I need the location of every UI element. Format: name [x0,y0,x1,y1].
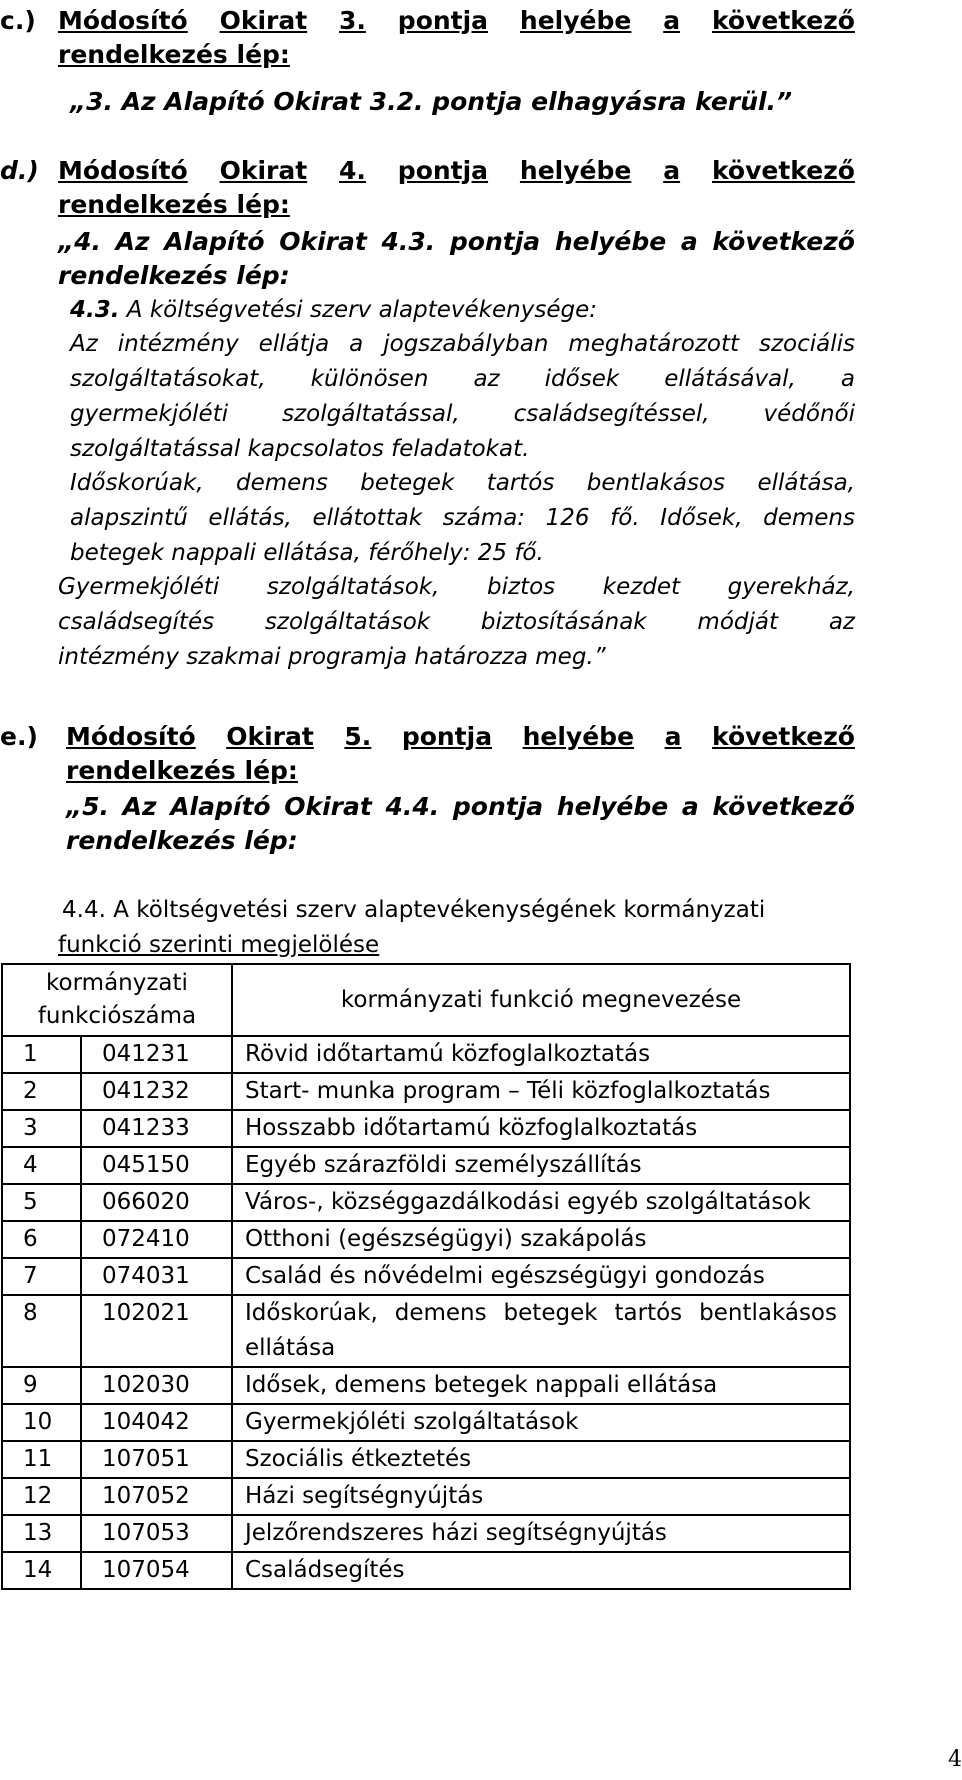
paragraph-line: Időskorúak, demens betegek tartós bentlakásos ellátása, [70,470,855,496]
function-code: 041231 [81,1036,232,1073]
table-row [2,1515,850,1552]
row-number: 13 [2,1515,81,1552]
subheading-word: pontja [452,792,544,821]
item-4-4-line2: funkció szerinti megjelölése [58,932,380,958]
heading-word: pontja [397,156,489,185]
table-row [2,1221,850,1258]
row-number: 3 [2,1110,81,1147]
function-name: Időskorúak, demens betegek tartós bentlakásos ellátása [232,1295,850,1367]
heading-word: Okirat [226,722,314,751]
function-code: 102021 [81,1295,232,1367]
function-name: Város-, községgazdálkodási egyéb szolgáltatások [232,1184,850,1221]
section-d-subheading-line1 [58,225,855,259]
section-e-marker: e.) [0,722,38,751]
row-number: 12 [2,1478,81,1515]
item-4-3-title: A költségvetési szerv alaptevékenysége: [119,297,597,323]
function-code: 102030 [81,1367,232,1404]
heading-word: a [663,156,681,185]
function-name: Hosszabb időtartamú közfoglalkoztatás [232,1110,850,1147]
item-4-3-number: 4.3. [70,297,120,323]
function-code: 107054 [81,1552,232,1589]
subheading-word: Az [122,792,157,821]
table-header-name: kormányzati funkció megnevezése [232,964,850,1036]
function-name: Rövid időtartamú közfoglalkoztatás [232,1036,850,1073]
heading-word: következő [711,156,855,185]
subheading-word: 4.4. [385,792,440,821]
item-4-3-paragraph-1 [70,327,855,467]
function-name: Start- munka program – Téli közfoglalkoztatás [232,1073,850,1110]
table-row [2,1404,850,1441]
subheading-word: 4.3. [381,227,436,256]
table-header-code [2,964,232,1036]
section-e-subheading-line1 [66,790,855,824]
heading-word: Módosító [66,722,196,751]
section-c-quote: „3. Az Alapító Okirat 3.2. pontja elhagyásra kerül.” [70,87,793,116]
function-name: Családsegítés [232,1552,850,1589]
subheading-word: következő [712,792,855,821]
section-e-subheading-line2: rendelkezés lép: [66,826,298,855]
heading-word: Okirat [219,156,308,185]
function-code: 074031 [81,1258,232,1295]
table-row [2,1441,850,1478]
table-row [2,1184,850,1221]
paragraph-line: Gyermekjóléti szolgáltatások, biztos kezdet gyerekház, [58,574,855,600]
heading-word: a [663,6,681,35]
item-4-3-heading [70,293,597,328]
heading-word: helyébe [519,156,632,185]
row-number: 8 [2,1295,81,1367]
paragraph-line: szolgáltatással kapcsolatos feladatokat. [70,436,530,462]
subheading-word: Okirat [279,227,367,256]
row-number: 4 [2,1147,81,1184]
table-row [2,1036,850,1073]
heading-word: Módosító [58,6,188,35]
subheading-word: „5. [66,792,109,821]
paragraph-line: betegek nappali ellátása, férőhely: 25 fő. [70,540,544,566]
heading-word: következő [711,6,855,35]
table-header-code-line2: funkciószáma [37,1003,197,1029]
paragraph-line: szolgáltatásokat, különösen az idősek ellátásával, a [70,366,855,392]
page-number: 4 [948,1747,962,1772]
item-4-3-paragraph-2 [70,466,855,571]
heading-word: helyébe [522,722,635,751]
subheading-word: következő [712,227,855,256]
row-number: 7 [2,1258,81,1295]
paragraph-line: intézmény szakmai programja határozza meg.” [58,644,606,670]
section-e-heading-line2: rendelkezés lép: [66,756,298,785]
function-code: 041233 [81,1110,232,1147]
subheading-word: Az [115,227,150,256]
table-header-row [2,964,850,1036]
subheading-word: „4. [58,227,101,256]
section-e-heading-line1 [66,720,855,754]
heading-word: helyébe [519,6,632,35]
function-code: 107051 [81,1441,232,1478]
paragraph-line: alapszintű ellátás, ellátottak száma: 126 fő. Idősek, demens [70,505,855,531]
row-number: 14 [2,1552,81,1589]
item-4-3-paragraph-3 [58,570,855,675]
table-row [2,1073,850,1110]
function-code: 041232 [81,1073,232,1110]
function-name: Egyéb szárazföldi személyszállítás [232,1147,850,1184]
subheading-word: helyébe [554,227,667,256]
function-name: Jelzőrendszeres házi segítségnyújtás [232,1515,850,1552]
row-number: 10 [2,1404,81,1441]
subheading-word: pontja [449,227,541,256]
heading-word: a [664,722,682,751]
subheading-word: Alapító [164,227,265,256]
row-number: 11 [2,1441,81,1478]
function-name: Gyermekjóléti szolgáltatások [232,1404,850,1441]
section-d-marker: d.) [0,156,39,185]
subheading-word: Okirat [284,792,372,821]
section-c-heading-line1 [58,4,855,38]
table-row [2,1367,850,1404]
subheading-word: Alapító [170,792,271,821]
row-number: 5 [2,1184,81,1221]
function-code: 072410 [81,1221,232,1258]
section-c-marker: c.) [0,6,36,35]
function-code: 107053 [81,1515,232,1552]
function-name: Házi segítségnyújtás [232,1478,850,1515]
table-row [2,1110,850,1147]
section-c-heading-line2: rendelkezés lép: [58,40,290,69]
government-function-table [1,963,851,1590]
heading-word: Módosító [58,156,188,185]
function-code: 107052 [81,1478,232,1515]
row-number: 9 [2,1367,81,1404]
row-number: 1 [2,1036,81,1073]
row-number: 6 [2,1221,81,1258]
function-name: Idősek, demens betegek nappali ellátása [232,1367,850,1404]
table-row [2,1147,850,1184]
item-4-4-line1: 4.4. A költségvetési szerv alaptevékenységének kormányzati [62,897,766,923]
table-row [2,1478,850,1515]
row-number: 2 [2,1073,81,1110]
subheading-word: a [681,792,699,821]
heading-word: pontja [401,722,493,751]
heading-word: Okirat [219,6,308,35]
function-name: Szociális étkeztetés [232,1441,850,1478]
table-header-code-line1: kormányzati [46,970,188,996]
section-d-heading-line1 [58,154,855,188]
function-code: 066020 [81,1184,232,1221]
function-name: Otthoni (egészségügyi) szakápolás [232,1221,850,1258]
paragraph-line: gyermekjóléti szolgáltatással, családsegítéssel, védőnői [70,401,855,427]
function-name: Család és nővédelmi egészségügyi gondozás [232,1258,850,1295]
table-row [2,1552,850,1589]
table-row [2,1295,850,1367]
function-code: 045150 [81,1147,232,1184]
heading-word: 3. [339,6,366,35]
paragraph-line: Az intézmény ellátja a jogszabályban meghatározott szociális [70,331,855,357]
subheading-word: helyébe [556,792,669,821]
section-d-subheading-line2: rendelkezés lép: [58,261,290,290]
heading-word: pontja [397,6,489,35]
section-d-heading-line2: rendelkezés lép: [58,190,290,219]
heading-word: 5. [344,722,372,751]
table-row [2,1258,850,1295]
subheading-word: a [680,227,698,256]
paragraph-line: családsegítés szolgáltatások biztosításának módját az [58,609,855,635]
heading-word: következő [711,722,855,751]
function-code: 104042 [81,1404,232,1441]
heading-word: 4. [339,156,366,185]
